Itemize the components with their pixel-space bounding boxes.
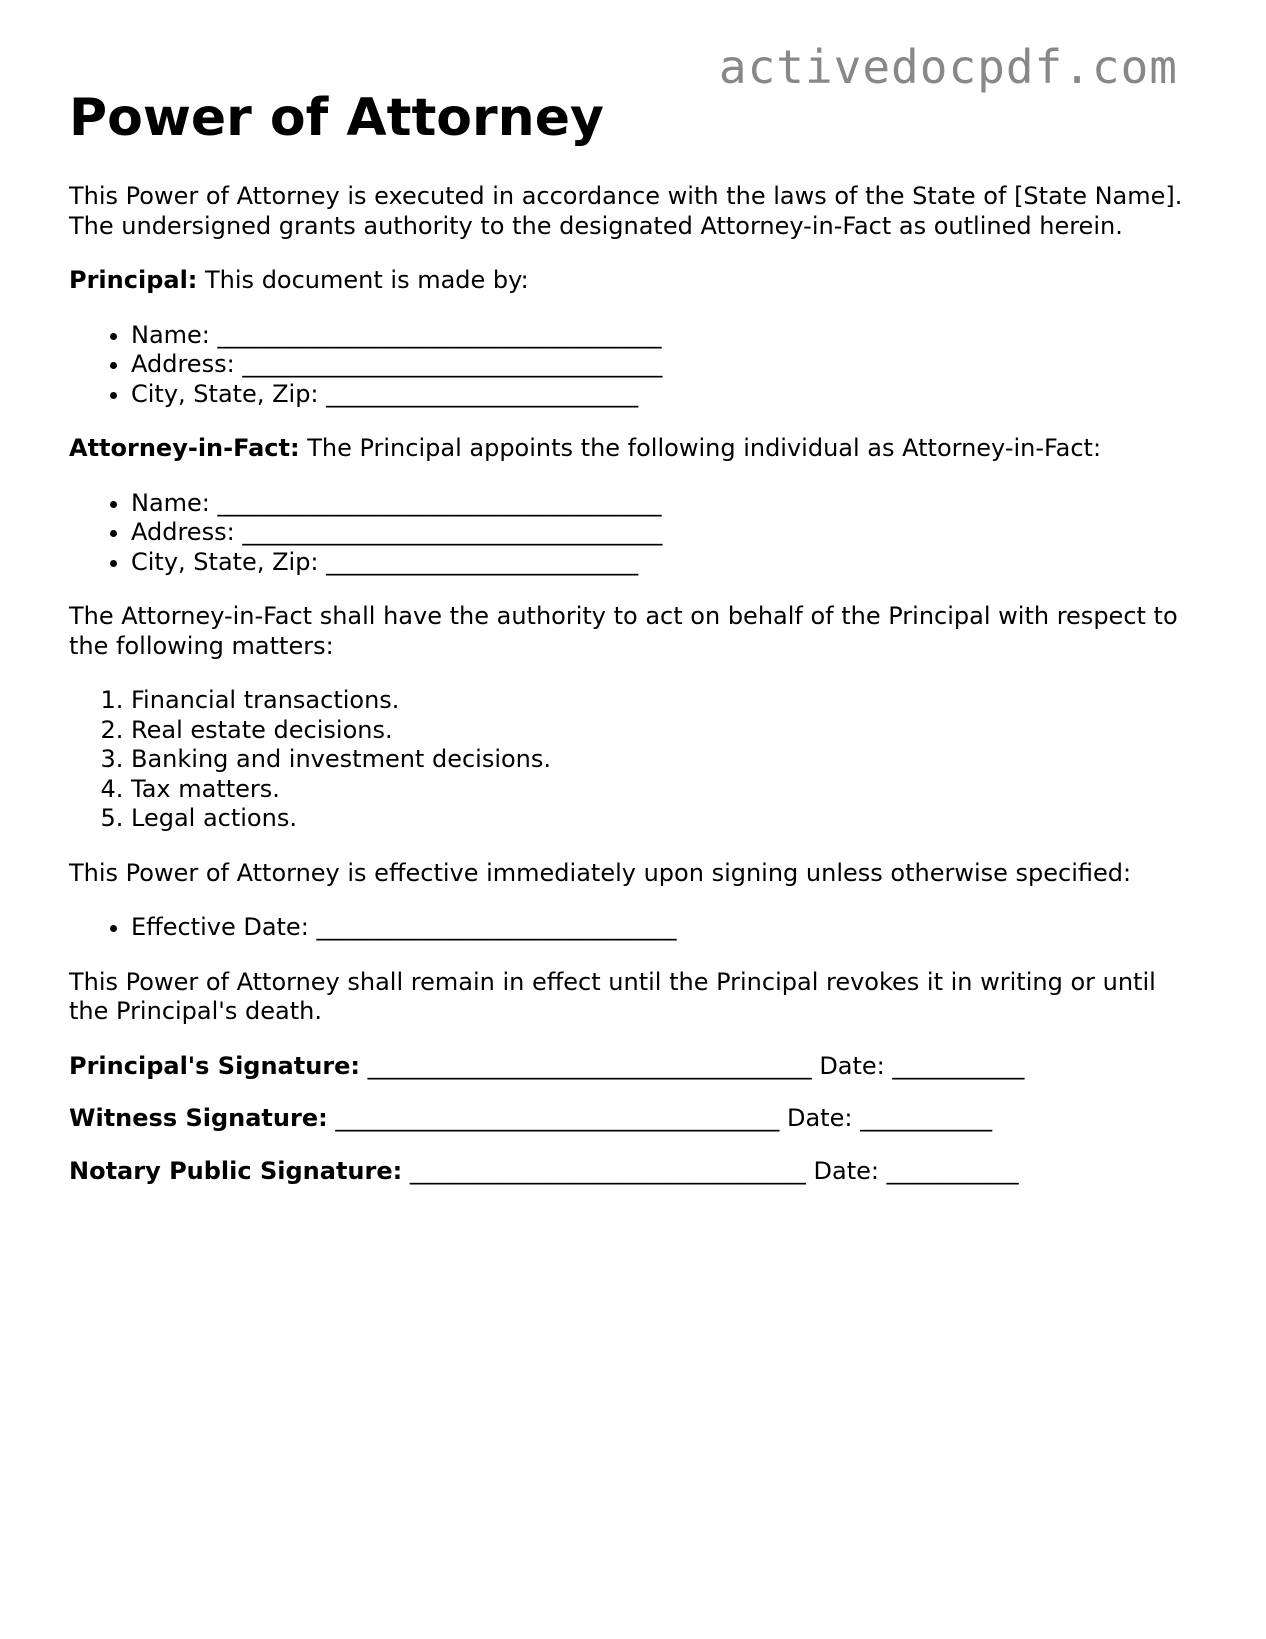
matter-item: 5. Legal actions.	[131, 804, 1199, 834]
attorney-text: The Principal appoints the following individual as Attorney-in-Fact:	[299, 434, 1102, 462]
notary-signature-blank[interactable]: _________________________________	[409, 1156, 806, 1185]
field-label: Name:	[131, 320, 210, 349]
watermark: activedocpdf.com	[718, 40, 1178, 94]
attorney-address-blank[interactable]: ___________________________________	[242, 518, 663, 546]
field-label: City, State, Zip:	[131, 379, 319, 408]
field-label: Effective Date:	[131, 913, 309, 941]
document-body	[69, 182, 1199, 1209]
duration-paragraph: This Power of Attorney shall remain in effect until the Principal revokes it in writing or until the Principal's death.	[69, 967, 1156, 1025]
matter-item: 2. Real estate decisions.	[131, 716, 1199, 746]
principal-signature-line	[69, 1052, 1199, 1082]
attorney-address-field	[131, 518, 1199, 548]
principal-address-blank[interactable]: ___________________________________	[242, 350, 663, 378]
principal-label: Principal:	[69, 266, 198, 294]
authority-paragraph: The Attorney-in-Fact shall have the authority to act on behalf of the Principal with respect to the following matters:	[69, 602, 1178, 660]
attorney-city-blank[interactable]: __________________________	[326, 547, 639, 576]
signature-label: Notary Public Signature:	[69, 1156, 403, 1185]
effective-date-blank[interactable]: ______________________________	[316, 913, 677, 941]
signature-label: Principal's Signature:	[69, 1051, 361, 1080]
principal-name-blank[interactable]: _____________________________________	[217, 320, 662, 349]
principal-city-blank[interactable]: __________________________	[326, 379, 639, 408]
principal-date-blank[interactable]: ___________	[892, 1051, 1025, 1080]
document-title: Power of Attorney	[69, 88, 604, 148]
field-label: Name:	[131, 488, 210, 517]
effective-date-field	[131, 913, 1199, 943]
attorney-fields	[69, 489, 1199, 578]
attorney-city-field	[131, 548, 1199, 578]
principal-fields	[69, 321, 1199, 410]
attorney-heading	[69, 434, 1199, 464]
principal-address-field	[131, 350, 1199, 380]
signature-label: Witness Signature:	[69, 1104, 328, 1132]
notary-date-blank[interactable]: ___________	[886, 1156, 1019, 1185]
effective-date-list	[69, 913, 1199, 943]
date-label: Date:	[786, 1104, 853, 1132]
principal-city-field	[131, 380, 1199, 410]
matter-item: 4. Tax matters.	[131, 775, 1199, 805]
field-label: Address:	[131, 350, 235, 378]
witness-signature-line	[69, 1104, 1199, 1134]
matter-item: 3. Banking and investment decisions.	[131, 745, 1199, 775]
matters-list	[69, 686, 1199, 834]
attorney-name-blank[interactable]: _____________________________________	[217, 488, 662, 517]
field-label: Address:	[131, 518, 235, 546]
matter-item: 1. Financial transactions.	[131, 686, 1199, 716]
principal-name-field	[131, 321, 1199, 351]
principal-text: This document is made by:	[197, 266, 529, 294]
principal-signature-blank[interactable]: _____________________________________	[367, 1051, 812, 1080]
principal-heading	[69, 266, 1199, 296]
notary-signature-line	[69, 1157, 1199, 1187]
intro-paragraph: This Power of Attorney is executed in accordance with the laws of the State of [State Name]. The undersigned grants authority to the designated Attorney-in-Fact as outlined herein.	[69, 182, 1183, 240]
witness-signature-blank[interactable]: _____________________________________	[335, 1104, 780, 1132]
attorney-name-field	[131, 489, 1199, 519]
field-label: City, State, Zip:	[131, 547, 319, 576]
date-label: Date:	[813, 1156, 879, 1185]
attorney-label: Attorney-in-Fact:	[69, 434, 300, 462]
date-label: Date:	[819, 1051, 885, 1080]
witness-date-blank[interactable]: ___________	[860, 1104, 993, 1132]
effective-paragraph: This Power of Attorney is effective immediately upon signing unless otherwise specified:	[69, 858, 1132, 887]
